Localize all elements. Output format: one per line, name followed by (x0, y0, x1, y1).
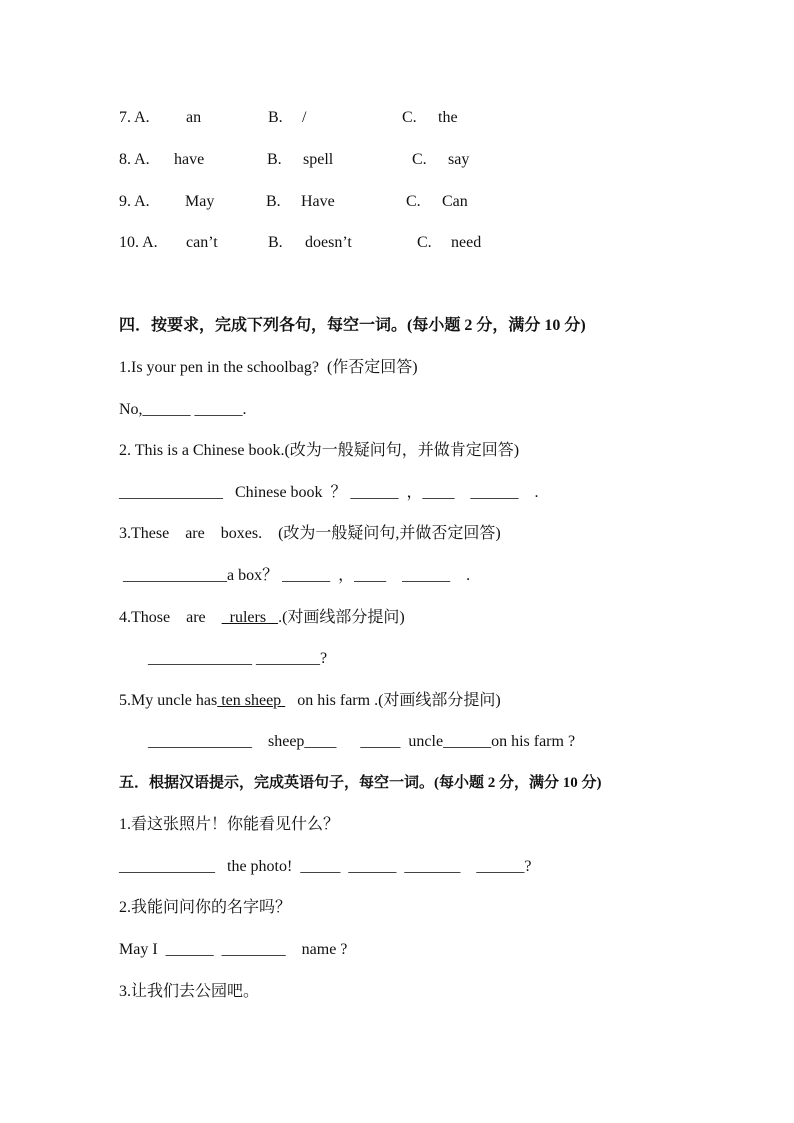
section-4-question-1: 1.Is your pen in the schoolbag? (作否定回答) (119, 359, 418, 376)
option-b: Have (301, 193, 335, 210)
option-b-label: B. (268, 109, 283, 126)
option-number: 10. A. (119, 234, 158, 251)
section-4-answer-3: _____________a box？ ______ ，____ ______ . (119, 567, 471, 584)
option-b-label: B. (267, 151, 282, 168)
section-4-question-5 (119, 691, 501, 711)
section-5-question-3: 3.让我们去公园吧。 (119, 983, 260, 1000)
underlined-word: rulers (221, 609, 279, 626)
option-b-label: B. (266, 193, 281, 210)
option-a: an (186, 109, 202, 126)
option-c: the (438, 109, 458, 126)
section-4-answer-5: _____________ sheep____ _____ uncle______on his farm ? (148, 733, 576, 750)
option-c-label: C. (417, 234, 432, 251)
option-c-label: C. (406, 193, 421, 210)
section-4-question-4 (119, 608, 405, 628)
section-4-title: 四．按要求，完成下列各句，每空一词。(每小题 2 分，满分 10 分) (119, 317, 586, 334)
section-4-answer-4: _____________ ________? (148, 650, 328, 667)
option-c-label: C. (412, 151, 427, 168)
option-a: have (174, 151, 205, 168)
section-4-answer-2: _____________ Chinese book ？ ______ ，____ ______ . (119, 484, 539, 501)
section-5-question-2: 2.我能问问你的名字吗？ (119, 899, 292, 916)
option-c: Can (442, 193, 468, 210)
option-a: can’t (186, 234, 218, 251)
option-number: 9. A. (119, 193, 150, 210)
section-5-answer-2: May I ______ ________ name ? (119, 941, 348, 958)
option-b: spell (303, 151, 334, 168)
question-instruction: .(对画线部分提问) (278, 609, 405, 626)
option-b-label: B. (268, 234, 283, 251)
option-c: say (448, 151, 470, 168)
option-b: doesn’t (305, 234, 352, 251)
section-4-question-2: 2. This is a Chinese book.(改为一般疑问句，并做肯定回答) (119, 442, 520, 459)
option-number: 7. A. (119, 109, 150, 126)
question-instruction: on his farm .(对画线部分提问) (285, 692, 501, 709)
section-4-question-3: 3.These are boxes. (改为一般疑问句,并做否定回答) (119, 525, 501, 542)
option-number: 8. A. (119, 151, 150, 168)
option-c: need (451, 234, 482, 251)
underlined-word: ten sheep (217, 692, 286, 709)
question-text: 5.My uncle has (119, 692, 218, 709)
question-text: 4.Those are (119, 609, 222, 626)
section-4-answer-1: No,______ ______. (119, 401, 247, 418)
section-5-answer-1: ____________ the photo! _____ ______ _______ ______? (119, 858, 532, 875)
section-5-title: 五．根据汉语提示，完成英语句子，每空一词。(每小题 2 分，满分 10 分) (119, 775, 602, 791)
option-c-label: C. (402, 109, 417, 126)
option-b: / (302, 109, 307, 126)
section-5-question-1: 1.看这张照片！你能看见什么？ (119, 816, 340, 833)
option-a: May (185, 193, 215, 210)
